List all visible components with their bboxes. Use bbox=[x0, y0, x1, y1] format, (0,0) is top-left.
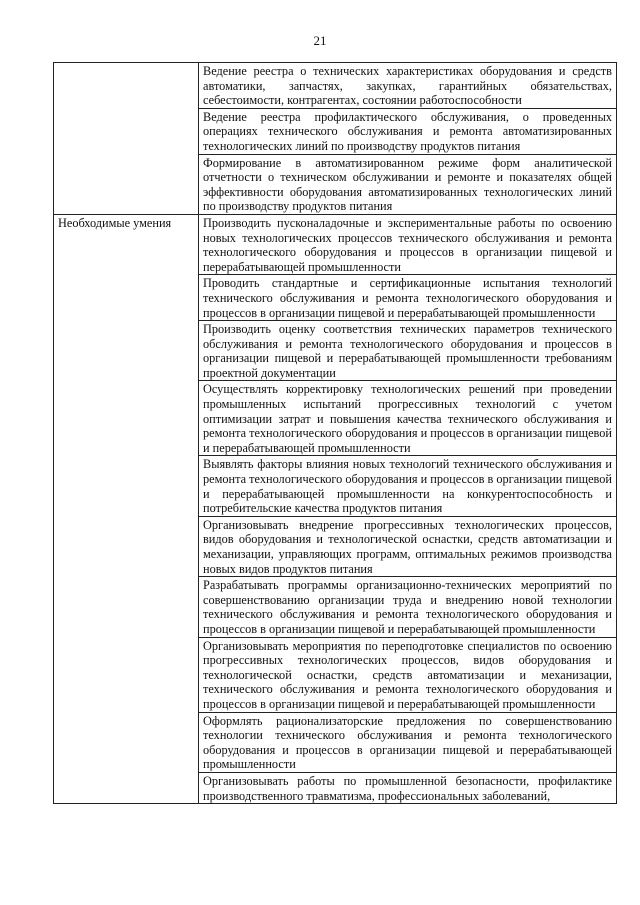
table-cell: Формирование в автоматизированном режиме форм аналитической отчетности о техническом обслуживании и ремонте и показателях общей эффективности оборудования автоматизированных технологических линий по производству продуктов питания bbox=[199, 154, 617, 214]
table-cell: Организовывать мероприятия по переподготовке специалистов по освоению прогрессивных технологических процессов, видов оборудования и технологической оснастки, средств автоматизации и механизации, технического обслуживания и ремонта технологического оборудования и процессов в организации пищевой и перерабатывающей промышленности bbox=[199, 637, 617, 712]
table-cell: Организовывать внедрение прогрессивных технологических процессов, видов оборудования и технологической оснастки, средств автоматизации и механизации, управляющих программ, оптимальных режимов производства новых видов продуктов питания bbox=[199, 516, 617, 576]
table-cell: Организовывать работы по промышленной безопасности, профилактике производственного травматизма, профессиональных заболеваний, bbox=[199, 772, 617, 803]
table-cell: Производить оценку соответствия технических параметров технического обслуживания и ремонта технологического оборудования и процессов в организации пищевой и перерабатывающей промышленности требованиям проектной документации bbox=[199, 321, 617, 381]
page-number: 21 bbox=[313, 33, 327, 48]
label-cell-continued bbox=[54, 63, 199, 215]
table-cell: Ведение реестра профилактического обслуживания, о проведенных операциях технического обслуживания и ремонта автоматизированных технологических линий по производству продуктов питания bbox=[199, 108, 617, 154]
table-cell: Производить пусконаладочные и экспериментальные работы по освоению новых технологических процессов технического обслуживания и ремонта технологического оборудования и процессов в организации пищевой и перерабатывающей промышленности bbox=[199, 214, 617, 274]
table-cell: Выявлять факторы влияния новых технологий технического обслуживания и ремонта технологического оборудования и процессов в организации пищевой и перерабатывающей промышленности на конкурентоспособность и потребительские качества продуктов питания bbox=[199, 456, 617, 516]
table-cell: Ведение реестра о технических характеристиках оборудования и средств автоматики, запчастях, закупках, гарантийных обязательствах, себестоимости, контрагентах, состоянии работоспособности bbox=[199, 63, 617, 109]
table-cell: Проводить стандартные и сертификационные испытания технологий технического обслуживания и ремонта технологического оборудования и процессов в организации пищевой и перерабатывающей промышленности bbox=[199, 275, 617, 321]
table-cell: Осуществлять корректировку технологических решений при проведении промышленных испытаний прогрессивных технологий с учетом оптимизации затрат и повышения качества технического обслуживания и ремонта технологического оборудования и процессов в организации пищевой и перерабатывающей промышленности bbox=[199, 381, 617, 456]
table-row bbox=[54, 63, 617, 109]
table-row bbox=[54, 214, 617, 274]
requirements-table bbox=[53, 62, 617, 804]
table-cell: Разрабатывать программы организационно-технических мероприятий по совершенствованию организации труда и внедрению новой технологии технического обслуживания и ремонта технологического оборудования и процессов в организации пищевой и перерабатывающей промышленности bbox=[199, 577, 617, 637]
table-cell: Оформлять рационализаторские предложения по совершенствованию технологии технического обслуживания и ремонта технологического оборудования и процессов в организации пищевой и перерабатывающей промышленности bbox=[199, 712, 617, 772]
section-label: Необходимые умения bbox=[54, 214, 199, 803]
